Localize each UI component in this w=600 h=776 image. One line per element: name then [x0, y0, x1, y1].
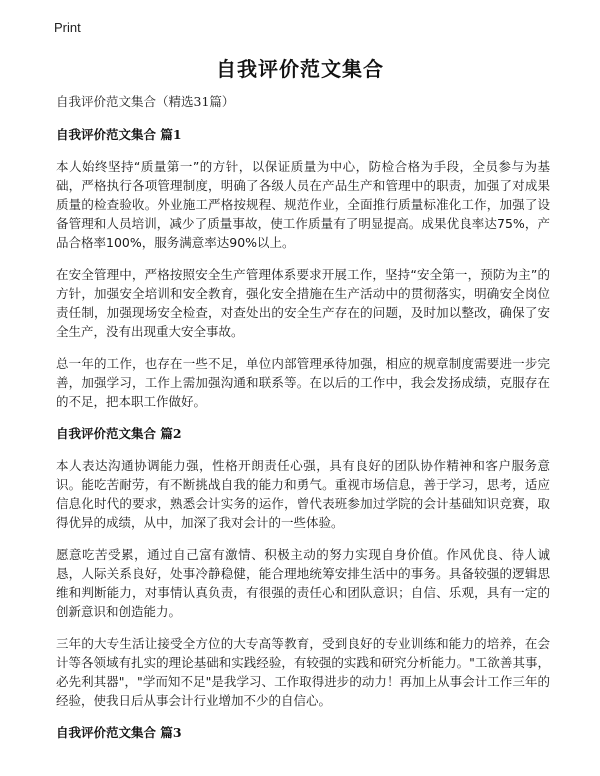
paragraph: 本人始终坚持“质量第一”的方针，以保证质量为中心，防检合格为手段，全员参与为基础，严格执行各项管理制度，明确了各级人员在产品生产和管理中的职责，加强了对成果质量的检查验收。外业施工严格按规程、规范作业，全面推行质量标准化工作，加强了设备管理和人员培训，减少了质量事故，使工作质量有了明显提高。成果优良率达75%，产品合格率100%，服务满意率达90%以上。 [56, 159, 550, 250]
section [56, 424, 550, 710]
paragraph: 三年的大专生活让接受全方位的大专高等教育，受到良好的专业训练和能力的培养，在会计等各领域有扎实的理论基础和实践经验，有较强的实践和研究分析能力。"工欲善其事，必先利其器"，"学而知不足"是我学习、工作取得进步的动力！再加上从事会计工作三年的经验，使我日后从事会计行业增加不少的自信心。 [56, 636, 550, 708]
page-title: 自我评价范文集合 [216, 57, 384, 81]
paragraph: 在安全管理中，严格按照安全生产管理体系要求开展工作，坚持“安全第一，预防为主”的方针，加强安全培训和安全教育，强化安全措施在生产活动中的贯彻落实，明确安全岗位责任制，加强现场安全检查，对查处出的安全生产存在的问题，及时加以整改，确保了安全生产，没有出现重大安全事故。 [56, 267, 550, 339]
section-heading: 自我评价范文集合 篇2 [56, 426, 182, 441]
section-heading: 自我评价范文集合 篇1 [56, 127, 182, 142]
paragraph: 总一年的工作，也存在一些不足，单位内部管理承待加强，相应的规章制度需要进一步完善，加强学习，工作上需加强沟通和联系等。在以后的工作中，我会发扬成绩，克服存在的不足，把本职工作做好。 [56, 356, 550, 409]
section [56, 723, 550, 741]
paragraph: 本人表达沟通协调能力强，性格开朗责任心强，具有良好的团队协作精神和客户服务意识。能吃苦耐劳，有不断挑战自我的能力和勇气。重视市场信息，善于学习，思考，适应信息化时代的要求，熟悉会计实务的运作，曾代表班参加过学院的会计基础知识竞赛，取得优异的成绩，从中，加深了我对会计的一些体验。 [56, 458, 550, 530]
document-body [56, 92, 550, 755]
print-link[interactable]: Print [54, 20, 81, 35]
section [56, 125, 550, 411]
paragraph: 愿意吃苦受累，通过自己富有激情、积极主动的努力实现自身价值。作风优良、待人诚恳，人际关系良好，处事冷静稳健，能合理地统筹安排生活中的事务。具备较强的逻辑思维和判断能力，对事情认真负责，有很强的责任心和团队意识；自信、乐观，具有一定的创新意识和创造能力。 [56, 547, 550, 619]
section-heading: 自我评价范文集合 篇3 [56, 725, 182, 740]
document-subtitle: 自我评价范文集合（精选31篇） [56, 94, 235, 109]
